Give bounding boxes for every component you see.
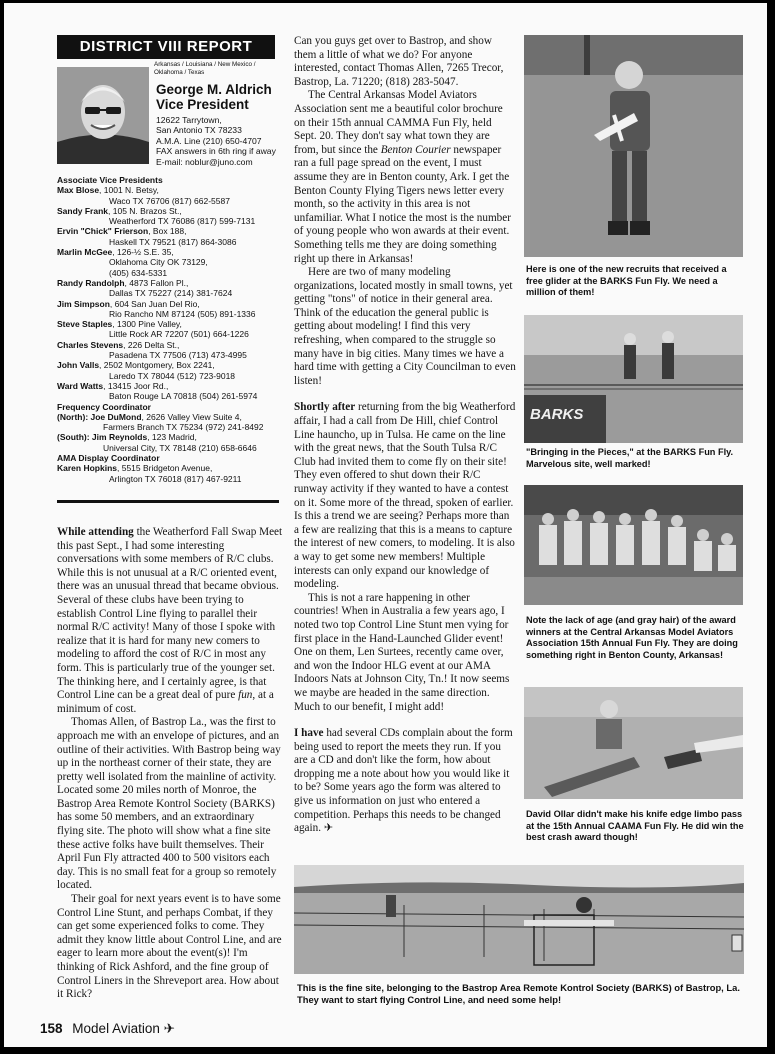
officer-entry (57, 299, 279, 309)
paragraph-text: The Central Arkansas Model Aviators Association sent me a beautiful color brochure on their 15th annual CAMMA Fun Fly, held Sept. 20. They don't say what town they are from, but since the (294, 89, 503, 156)
officer-name: Karen Hopkins (57, 463, 117, 474)
article-column-1 (57, 526, 283, 1002)
officer-address: , 105 N. Brazos St., (108, 205, 182, 216)
officer-name: Ervin "Chick" Frierson (57, 226, 149, 237)
officer-address: , 5515 Bridgeton Avenue, (117, 463, 213, 474)
officers-list (57, 175, 279, 484)
page-footer (40, 1021, 175, 1037)
paragraph: Their goal for next years event is to have some Control Line Stunt, and perhaps Combat, if they can get some experienced folks to come. They admit they know little about Control Line, and are eager to learn more about the event(s)! I'm thinking of Rick Ashford, and the fine group of Control Liners in the Shreveport area. How about it Rick? (57, 893, 282, 1001)
photo-caption: David Ollar didn't make his knife edge limbo pass at the 15th Annual CAAMA Fun Fly. He did win the best crash award though! (526, 809, 744, 842)
avp-list (57, 185, 279, 401)
avp-heading: Associate Vice Presidents (57, 175, 163, 185)
officer-address: Haskell TX 79521 (817) 864-3086 (109, 236, 237, 247)
officer-entry (57, 185, 279, 195)
section-divider (57, 500, 279, 503)
paragraph: Here are two of many modeling organizations, located mostly in small towns, yet getting "tons" of notice in their general area. Think of the education the general public is getting about modeling! I find this very refreshing, when compared to the struggle so many have in big cities. Many times we have a hard time with getting a City Councilman to even listen! (294, 266, 516, 387)
officer-address: Waco TX 76706 (817) 662-5587 (109, 195, 230, 206)
officer-name: Marlin McGee (57, 247, 113, 258)
officer-address: Oklahoma City OK 73129, (109, 257, 208, 268)
photo-caption: Note the lack of age (and gray hair) of the award winners at the Central Arkansas Model Aviators Association 15th Annual Fun Fly. They are doing something right in Benton County, Arkansas! (526, 615, 738, 660)
officer-address: Universal City, TX 78148 (210) 658-6646 (103, 442, 257, 453)
vice-president-title: Vice President (156, 97, 249, 112)
paragraph: This is not a rare happening in other countries! When in Australia a few years ago, I noted two top Control Line Stunt men vying for first place in the Hand-Launched Glider event! One on them, Len Surtees, recently came over, and won the Indoor HLG event at our AMA Indoors Nats at Johnson City, Tn.! It now seems we maybe are headed in the same direction. Much to our benefit, I might add! (294, 591, 510, 713)
photo-crash (524, 687, 743, 799)
officer-address: (405) 634-5331 (109, 267, 168, 278)
paragraph-text: , at a minimum of cost. (57, 689, 274, 715)
officer-entry (57, 226, 279, 236)
officer-address: , 123 Madrid, (147, 432, 197, 443)
paragraph-text: returning from the big Weatherford affair, I had a call from De Hill, chief Control Line hauncho, up in Tulsa. He came on the line with the great news, that the South Tulsa R/C Club had invited them to come fly on their site! They even offered to shut down their R/C runway activity if they wanted to have a contest on it. Some more of the thread, spoken of earlier. Is this a trend we are seeing? Perhaps more than a few are realizing that this is a means to capture the interest of new comers, to modeling. It is also a way to get some new members! Multiple interests can only expand our knowledge of modeling. (294, 401, 516, 591)
officer-entry (57, 412, 279, 422)
officer-name: Charles Stevens (57, 339, 124, 350)
photo-caption: Here is one of the new recruits that received a free glider at the BARKS Fun Fly. We need a million of them! (526, 264, 727, 297)
vp-address-line: San Antonio TX 78233 (156, 125, 242, 136)
photo-caption: This is the fine site, belonging to the Bastrop Area Remote Kontrol Society (BARKS) of Bastrop, La. They want to start flying Control Line, and need some help! (297, 982, 740, 1005)
officer-address: , 226 Delta St., (123, 339, 180, 350)
officer-address: , 4873 Fallon Pl., (124, 277, 189, 288)
officer-address: Arlington TX 76018 (817) 467-9211 (109, 473, 242, 484)
airplane-icon: ✈ (323, 822, 334, 835)
officer-address: , 126-½ S.E. 35, (112, 247, 174, 258)
vp-email: E-mail: noblur@juno.com (156, 156, 253, 167)
magazine-name: Model Aviation (72, 1021, 160, 1036)
paragraph (294, 401, 516, 591)
vice-president-contact (156, 115, 281, 167)
officer-entry (57, 463, 279, 473)
vp-address-line: 12622 Tarrytown, (156, 115, 222, 125)
magazine-page (4, 3, 767, 1047)
newspaper-title: Benton Courier (380, 143, 451, 156)
paragraph (294, 727, 516, 836)
paragraph: Can you guys get over to Bastrop, and show them a little of what we do? For anyone interested, contact Thomas Allen, 7265 Trecor, Bastrop, La. 71220; (818) 283-5047. (294, 35, 504, 88)
officer-address: Little Rock AR 72207 (501) 664-1226 (109, 329, 249, 340)
officer-name: (North): Joe DuMond (57, 411, 142, 422)
vice-president-name: George M. Aldrich (156, 82, 272, 97)
page-number: 158 (40, 1021, 63, 1036)
officer-name: Max Blose (57, 185, 100, 196)
district-banner: DISTRICT VIII REPORT (57, 35, 275, 59)
photo-award-winners (524, 485, 743, 605)
emphasis: fun (238, 689, 253, 702)
officer-entry (57, 206, 279, 216)
officer-name: John Valls (57, 360, 100, 371)
officer-entry (57, 247, 279, 257)
officer-entry (57, 278, 279, 288)
officer-address: , 2626 Valley View Suite 4, (141, 411, 242, 422)
paragraph-lead: Shortly after (294, 401, 356, 414)
officer-address: , 13415 Joor Rd., (103, 380, 169, 391)
officer-name: Randy Randolph (57, 277, 125, 288)
officer-entry (57, 381, 279, 391)
paragraph (57, 526, 283, 716)
photo-barks-field (524, 315, 743, 443)
officer-name: (South): Jim Reynolds (57, 432, 148, 443)
officer-name: Steve Staples (57, 319, 113, 330)
vp-fax-line: FAX answers in 6th ring if away (156, 146, 276, 157)
paragraph-lead: While attending (57, 526, 134, 538)
officer-address: , 1001 N. Betsy, (99, 185, 159, 196)
photo-boy-with-glider (524, 35, 743, 257)
states-line: Oklahoma / Texas (154, 68, 205, 76)
photo-caption: "Bringing in the Pieces," at the BARKS Fun Fly. Marvelous site, well marked! (526, 447, 734, 469)
paragraph: Thomas Allen, of Bastrop La., was the first to approach me with an envelope of pictures, and an outline of their activities. With Bastrop being way up in the northeast corner of their state, they are pretty well isolated from the mainline of activity. Located some 20 miles north of Monroe, the Bastrop Area Remote Kontrol Society (BARKS) has some 50 members, and an extraordinary flying site. The photo will show what a fine site these active folks have built themselves. Their April Fun Fly attracted 400 to 500 visitors each day. This is no small feat for a group so remotely located. (57, 716, 281, 892)
frequency-heading: Frequency Coordinator (57, 401, 151, 412)
officer-address: Dallas TX 75227 (214) 381-7624 (109, 288, 233, 299)
paragraph-text: had several CDs complain about the form being used to report the meets they run. If you are a CD and don't like the form, how about dropping me a note about how you would like it to be? Some years ago the form was altered to give us information on just who entered a competition. Perhaps this needs to be changed again. (294, 727, 513, 835)
officer-entry (57, 340, 279, 350)
article-column-2 (294, 35, 516, 836)
paragraph-lead: I have (294, 727, 324, 740)
paragraph-text: newspaper ran a full page spread on the event, I must assume they are in Benton county, Ark. I get the Benton County Flying Tigers news letter every month, so the activity in this area is not unfamiliar. What I notice the most is the number of young people who won awards at their event. Something tells me they are doing something right up there in Arkansas! (294, 143, 511, 265)
states-line: Arkansas / Louisiana / New Mexico / (154, 61, 256, 68)
officer-address: Weatherford TX 76086 (817) 599-7131 (109, 216, 256, 227)
officer-entry (57, 360, 279, 370)
officer-address: Laredo TX 78044 (512) 723-9018 (109, 370, 236, 381)
paragraph-text: the Weatherford Fall Swap Meet this past Sept., I had some interesting conversations with some members of R/C clubs. While this is not unusual at a R/C oriented event, there was an unusual thread that became obvious. Several of these clubs have been trying to establish Control Line flying to parallel their normal R/C activity! Many of those I spoke with realize that it is hard for many new comers to modeling to afford the cost of R/C in most any form. This is particularly true of the younger set. The thinking here, and I certainly agree, is that Control Line can be a great deal of pure (57, 526, 283, 702)
paragraph (294, 89, 516, 266)
airplane-icon: ✈ (163, 1021, 175, 1036)
ama-display-heading: AMA Display Coordinator (57, 453, 160, 464)
officer-name: Sandy Frank (57, 205, 109, 216)
officer-address: , Box 188, (148, 226, 187, 237)
officer-entry (57, 432, 279, 442)
officer-address: Rio Rancho NM 87124 (505) 891-1336 (109, 308, 256, 319)
district-states (154, 61, 276, 76)
officer-name: Jim Simpson (57, 298, 110, 309)
officer-name: Ward Watts (57, 380, 104, 391)
officer-entry (57, 319, 279, 329)
vp-ama-line: A.M.A. Line (210) 650-4707 (156, 135, 262, 146)
photo-barks-site (294, 865, 744, 974)
officer-address: , 1300 Pine Valley, (112, 319, 182, 330)
vice-president-photo (57, 67, 149, 164)
officer-address: , 604 San Juan Del Rio, (109, 298, 200, 309)
officer-address: , 2502 Montgomery, Box 2241, (99, 360, 215, 371)
barks-sign-text: BARKS (530, 406, 584, 423)
officer-address: Farmers Branch TX 75234 (972) 241-8492 (103, 422, 264, 433)
officer-address: Pasadena TX 77506 (713) 473-4995 (109, 350, 247, 361)
officer-address: Baton Rouge LA 70818 (504) 261-5974 (109, 391, 258, 402)
